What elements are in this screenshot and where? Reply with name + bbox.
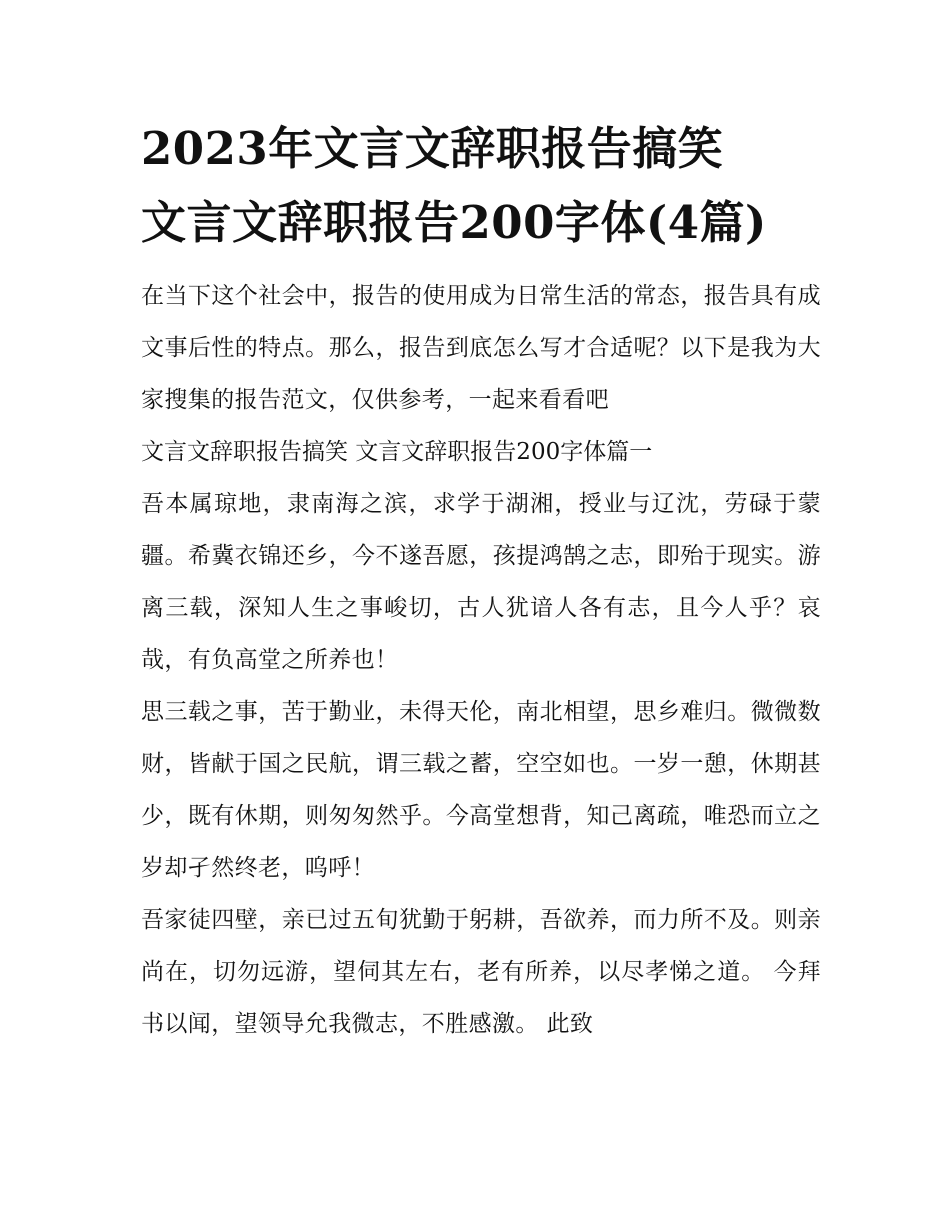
body-paragraph-1: 吾本属琼地，隶南海之滨，求学于湖湘，授业与辽沈，劳碌于蒙疆。希冀衣锦还乡，今不遂吾愿，孩提鸿鹄之志，即殆于现实。游离三载，深知人生之事峻切，古人犹谙人各有志，且今人乎？哀哉，有负高堂之所养也！ <box>141 491 821 673</box>
section-heading: 文言文辞职报告搞笑 文言文辞职报告200字体篇一 <box>141 439 653 465</box>
document-body <box>141 112 821 1050</box>
body-paragraph-2: 思三载之事，苦于勤业，未得天伦，南北相望，思乡难归。微微数财，皆献于国之民航，谓三载之蓄，空空如也。一岁一憩，休期甚少，既有休期，则匆匆然乎。今高堂想背，知己离疏，唯恐而立之岁却孑然终老，呜呼！ <box>141 699 821 881</box>
body-paragraph-3: 吾家徒四壁，亲已过五旬犹勤于躬耕，吾欲养，而力所不及。则亲尚在，切勿远游，望伺其左右，老有所养，以尽孝悌之道。 今拜书以闻，望领导允我微志，不胜感激。 此致 <box>141 907 821 1037</box>
intro-paragraph: 在当下这个社会中，报告的使用成为日常生活的常态，报告具有成文事后性的特点。那么，报告到底怎么写才合适呢？以下是我为大家搜集的报告范文，仅供参考，一起来看看吧 <box>141 283 821 413</box>
document-title: 2023年文言文辞职报告搞笑 文言文辞职报告200字体(4篇) <box>141 122 767 249</box>
